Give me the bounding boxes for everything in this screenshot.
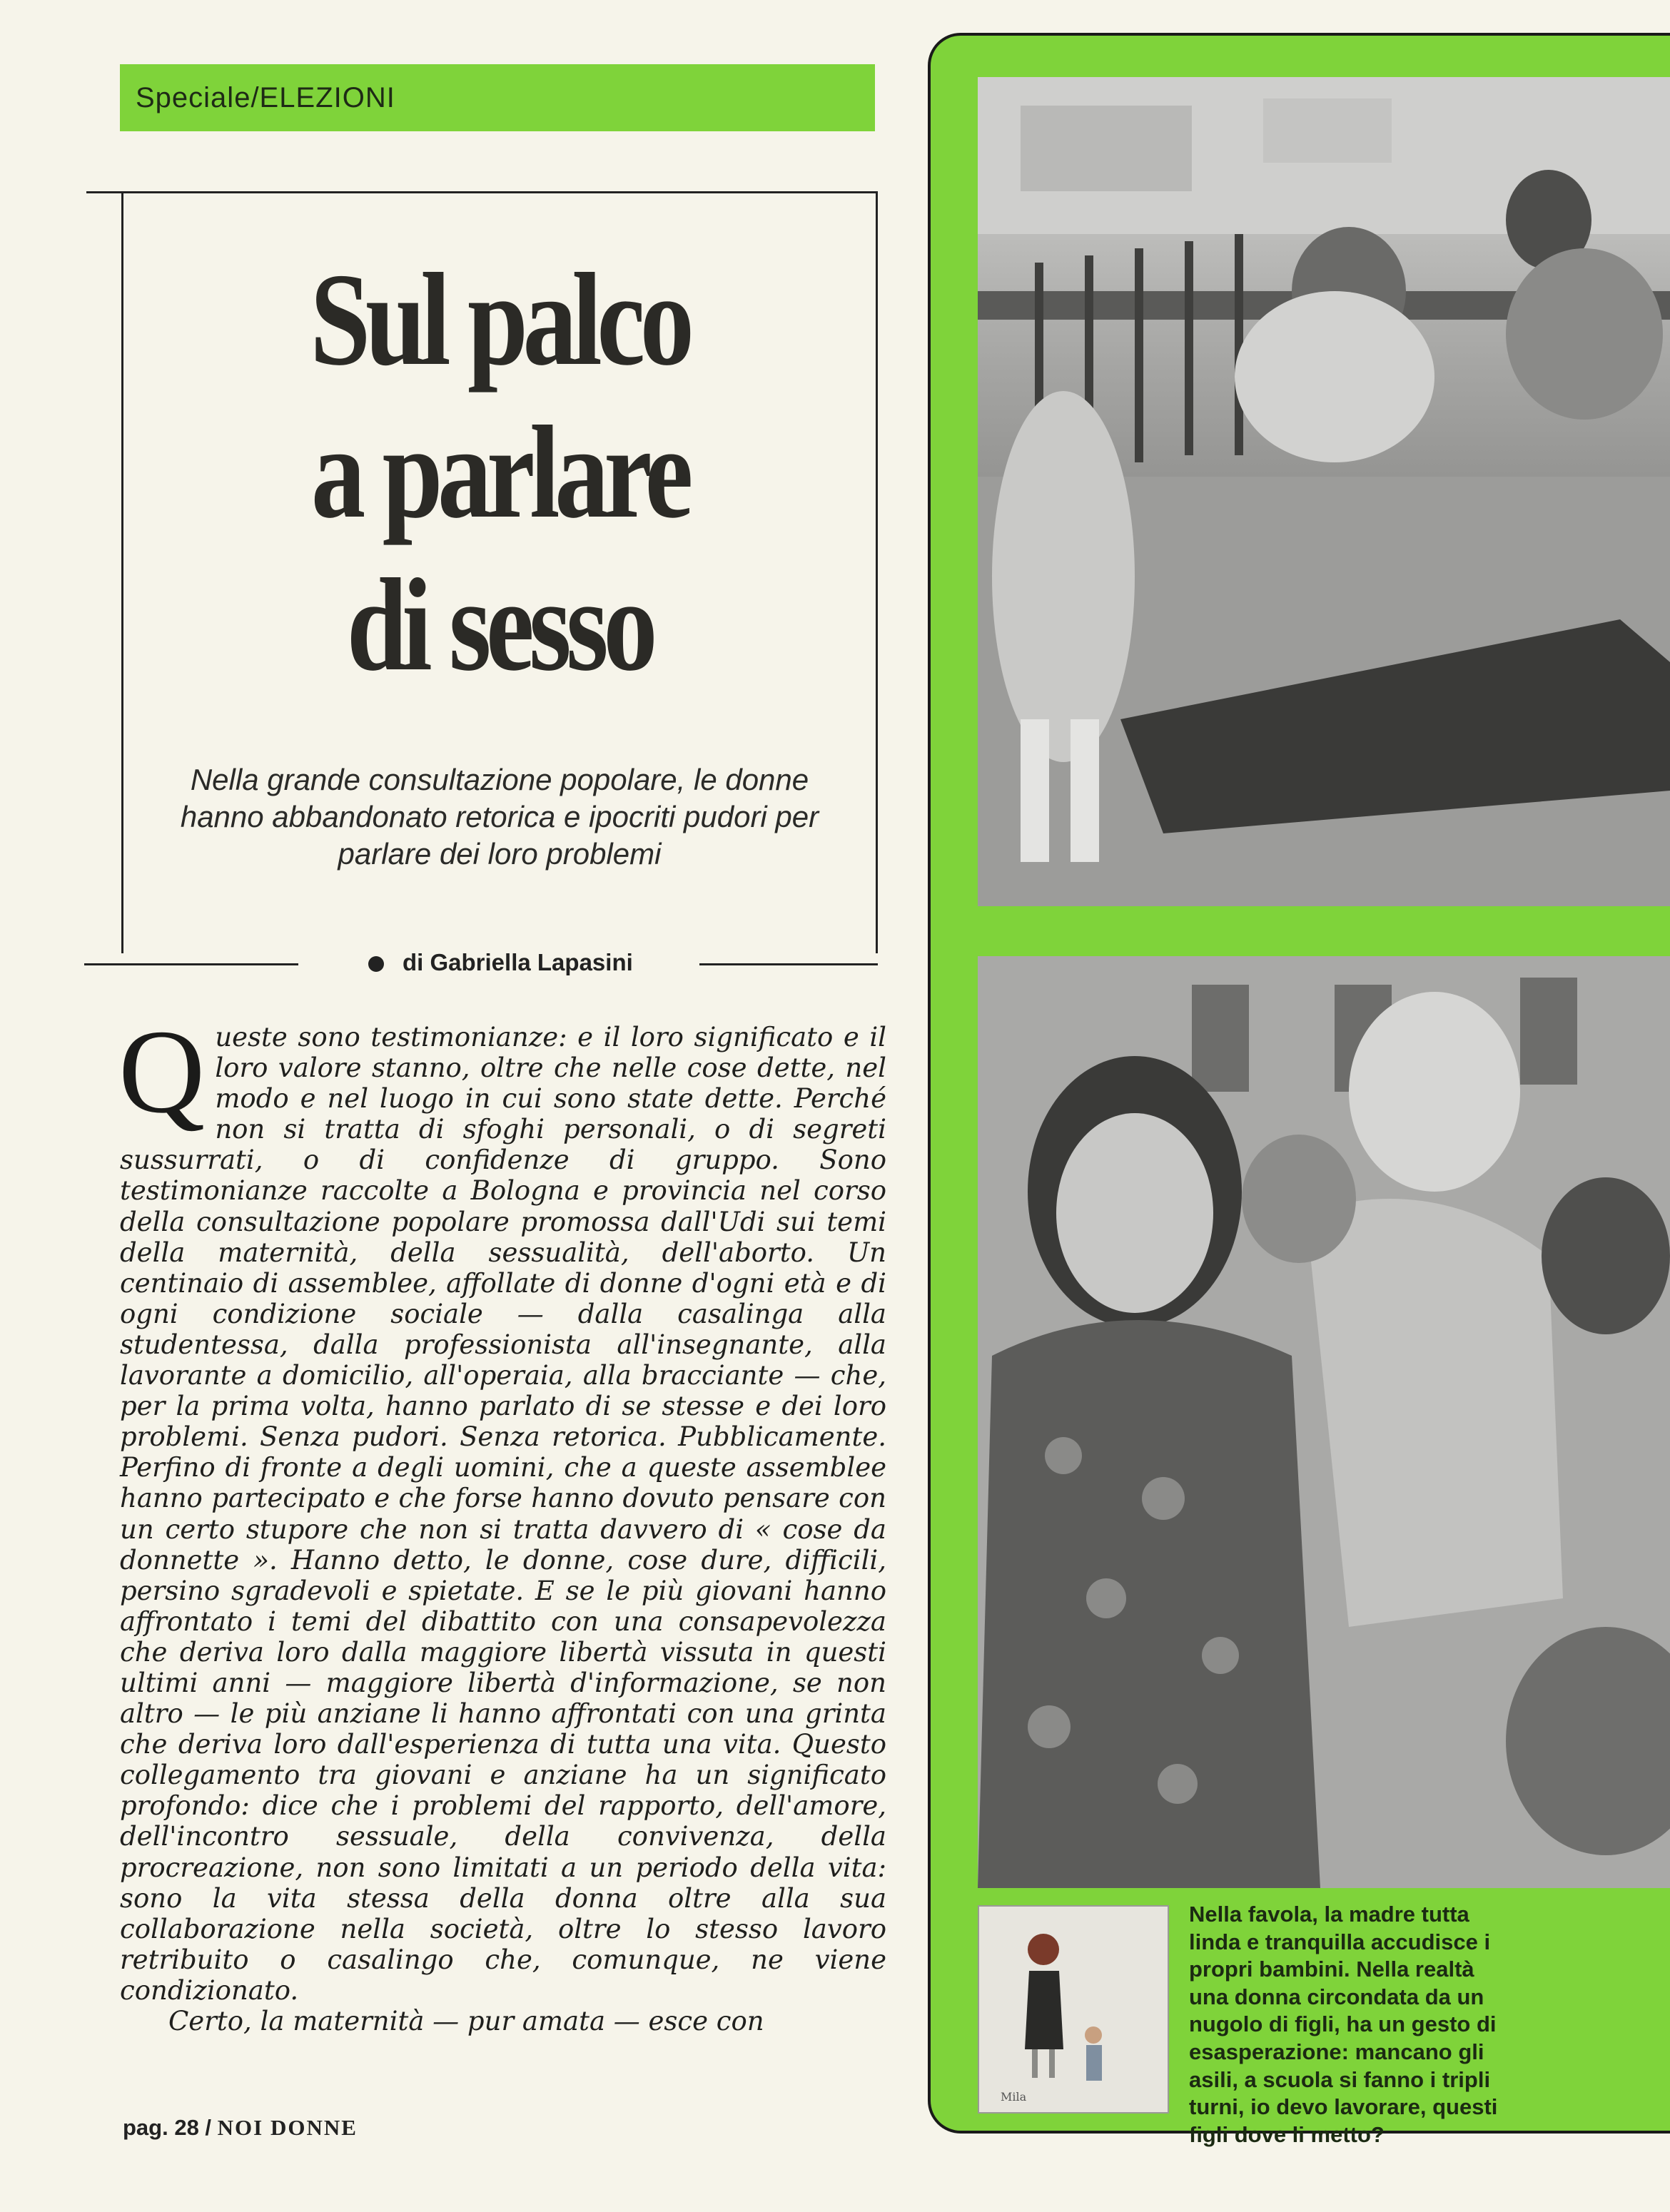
page-number: pag. 28 / [123,2115,212,2140]
byline-row [84,948,878,982]
section-band [120,64,875,131]
byline [368,949,633,976]
crowd-photo [978,77,1670,906]
byline-rule-right [699,963,878,965]
byline-text: di Gabriella Lapasini [403,949,633,975]
mother-photo [978,956,1670,1888]
page-footer [123,2115,358,2141]
drop-cap: Q [118,1005,206,1138]
byline-rule-left [84,963,298,965]
title-box [121,191,878,953]
section-label: Speciale/ELEZIONI [136,81,395,113]
headline-line-1: Sul palco [310,246,689,393]
illustration-photo [978,1905,1169,2114]
signature-mark: Mila [1001,2090,1027,2104]
photo-caption: Nella favola, la madre tutta linda e tranquilla accudisce i propri bambini. Nella realtà una donna circondata da un nugolo di figli, ha un gesto di esasperazione: mancano gli asili, a scuola si fanno i tripli turni, io devo lavorare, questi figli dove li metto? [1189,1902,1498,2147]
headline [123,243,876,701]
headline-line-3: di sesso [346,552,653,699]
bullet-icon [368,956,384,972]
mother-photo-illustration [978,956,1670,1888]
article-paragraph-2: Certo, la maternità — pur amata — esce con [168,2006,764,2036]
crowd-photo-illustration [978,77,1670,906]
magazine-logo: NOI DONNE [217,2115,358,2140]
mother-child-drawing [979,1907,1168,2112]
headline-line-2: a parlare [310,399,689,546]
article-body [118,1005,886,2036]
article-paragraph-1 [118,1005,886,2006]
subtitle: Nella grande consultazione popolare, le donne hanno abbandonato retorica e ipocriti pudori per parlare dei loro problemi [180,763,819,871]
article-paragraph-1-text: ueste sono testimonianze: e il loro significato e il loro valore stanno, oltre che nelle cose dette, nel modo e nel luogo in cui sono state dette. Perché non si tratta di sfoghi personali, o di segreti sussurrati, o di confidenze di gruppo. Sono testimonianze raccolte a Bologna e provincia nel corso della consultazione popolare promossa dall'Udi sui temi della maternità, della sessualità, dell'aborto. Un centinaio di assemblee, affollate di donne d'ogni età e di ogni condizione sociale — dalla casalinga alla studentessa, dalla professionista all'insegnante, alla lavorante a domicilio, all'operaia, alla bracciante — che, per la prima volta, hanno parlato di se stesse e dei loro problemi. Senza pudori. Senza retorica. Pubblicamente. Perfino di fronte a degli uomini, che a queste assemblee hanno partecipato e che forse hanno dovuto pensare con un certo stupore che non si tratta davvero di « cose da donnette ». Hanno detto, le donne, cose dure, difficili, persino sgradevoli e spietate. E se le più giovani hanno affrontato i temi del dibattito con una consapevolezza che deriva loro dalla maggiore libertà vissuta in questi ultimi anni — maggiore libertà d'informazione, se non altro — le più anziane li hanno affrontati con una grinta che deriva loro dall'esperienza di tutta una vita. Questo collegamento tra giovani e anziane ha un significato profondo: dice che i problemi del rapporto, dell'amore, dell'incontro sessuale, della convivenza, della procreazione, non sono limitati a un periodo della vita: sono la vita stessa della donna oltre alla sua collaborazione nella società, oltre lo stesso lavoro retribuito o casalingo che, comunque, ne viene condizionato. [120,1022,886,2006]
